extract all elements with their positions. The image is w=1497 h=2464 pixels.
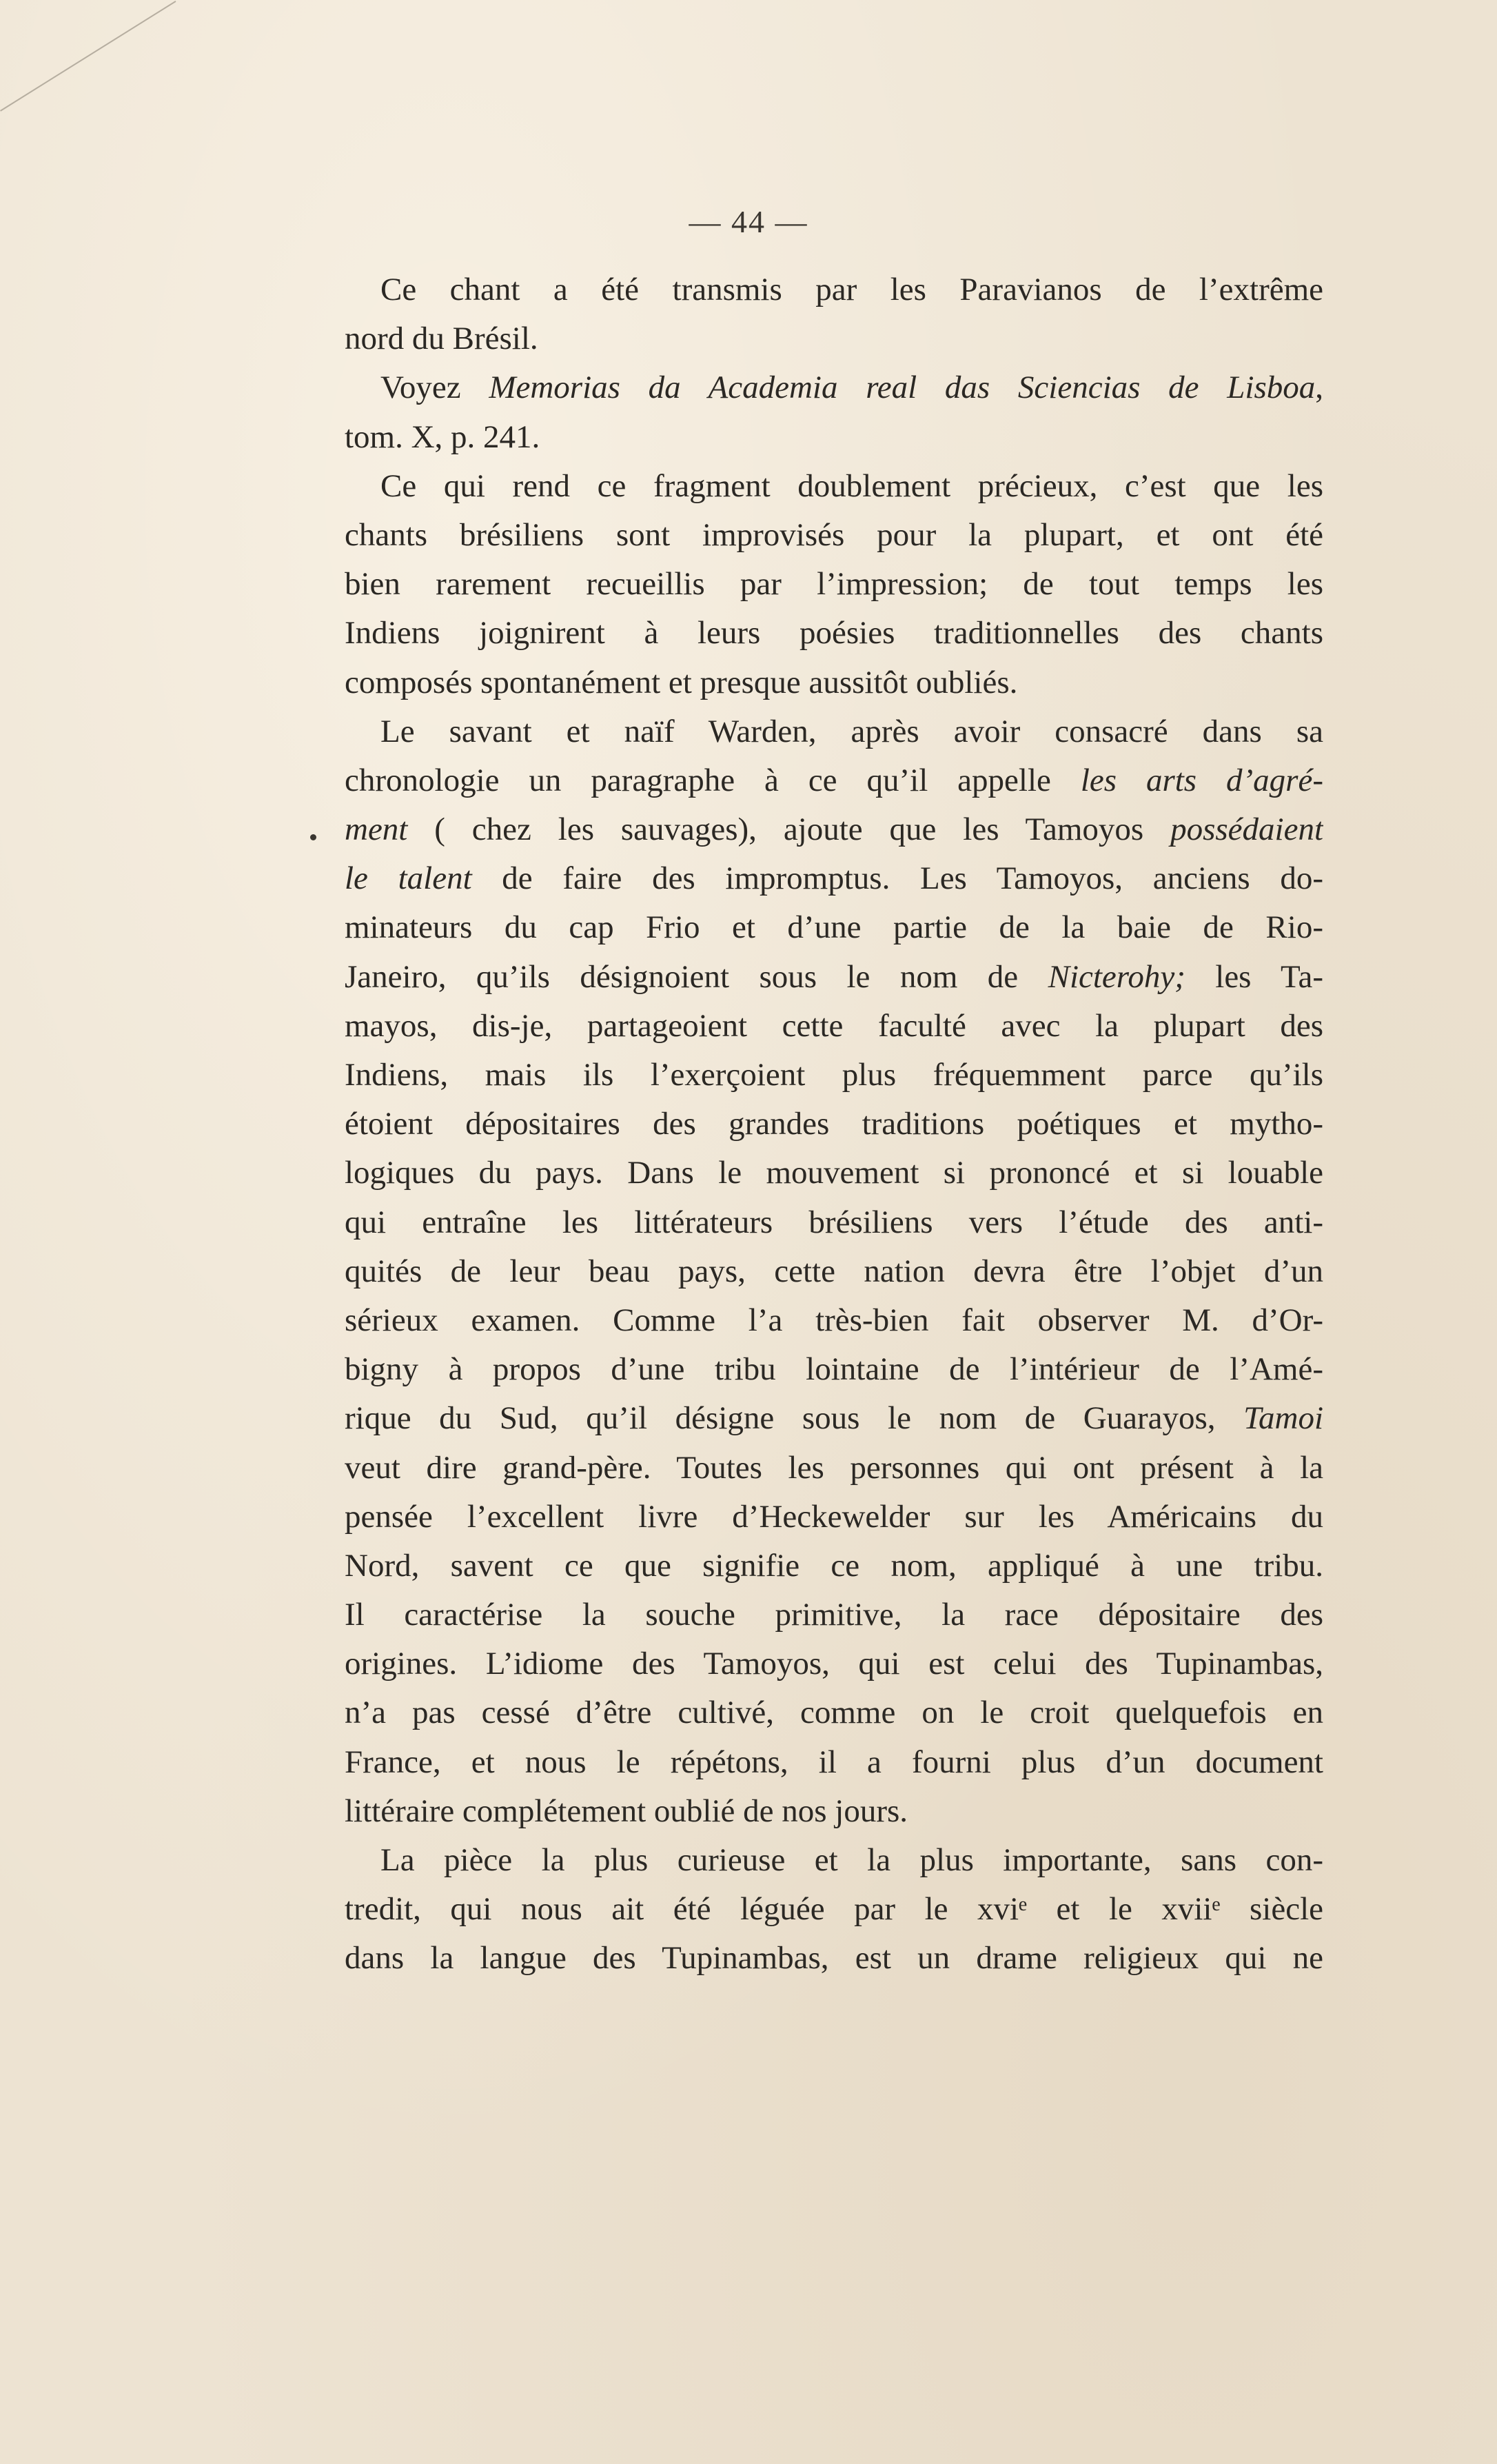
text-line — [345, 1296, 1323, 1345]
corner-crease-line — [0, 1, 176, 112]
text-line — [345, 1738, 1323, 1787]
text-line — [345, 314, 1323, 363]
text-line — [345, 1394, 1323, 1443]
text-segment: France, et nous le répétons, il a fourni plus d’un document — [345, 1744, 1323, 1780]
text-line — [345, 1051, 1323, 1100]
italic-text-segment: le talent — [345, 860, 472, 897]
text-segment: dans la langue des Tupinambas, est un drame religieux qui ne — [345, 1940, 1323, 1977]
text-segment: Le savant et naïf Warden, après avoir consacré dans sa — [380, 713, 1323, 749]
italic-text-segment: Memorias da Academia real das Sciencias de Lisboa — [489, 370, 1316, 406]
text-line — [345, 756, 1323, 805]
text-segment: , — [1315, 370, 1323, 406]
text-line — [345, 1002, 1323, 1051]
text-segment: tom. X, p. 241. — [345, 418, 540, 455]
text-segment: origines. L’idiome des Tamoyos, qui est celui des Tupinambas, — [345, 1646, 1323, 1682]
italic-text-segment: Nicterohy; — [1048, 958, 1185, 995]
text-segment: logiques du pays. Dans le mouvement si prononcé et si louable — [345, 1155, 1323, 1191]
text-segment: les Ta- — [1185, 958, 1323, 995]
text-line — [345, 1688, 1323, 1737]
text-line — [345, 462, 1323, 511]
text-segment: veut dire grand-père. Toutes les personnes qui ont présent à la — [345, 1449, 1323, 1486]
text-segment: bigny à propos d’une tribu lointaine de l’intérieur de l’Amé- — [345, 1351, 1323, 1388]
text-segment: minateurs du cap Frio et d’une partie de la baie de Rio- — [345, 909, 1323, 946]
margin-dot — [310, 834, 316, 840]
text-line — [345, 1198, 1323, 1247]
text-segment: tredit, qui nous ait été léguée par le xviᵉ et le xviiᵉ siècle — [345, 1891, 1323, 1928]
text-line — [345, 1100, 1323, 1149]
text-segment: quités de leur beau pays, cette nation devra être l’objet d’un — [345, 1253, 1323, 1289]
page-number: — 44 — — [689, 204, 808, 239]
text-line — [345, 854, 1323, 903]
text-segment: rique du Sud, qu’il désigne sous le nom de Guarayos, — [345, 1400, 1244, 1437]
text-segment: chants brésiliens sont improvisés pour la plupart, et ont été — [345, 516, 1323, 553]
text-segment: qui entraîne les littérateurs brésiliens vers l’étude des anti- — [345, 1204, 1323, 1240]
text-segment: La pièce la plus curieuse et la plus importante, sans con- — [380, 1842, 1323, 1878]
text-segment: Voyez — [380, 370, 489, 406]
text-segment: étoient dépositaires des grandes traditions poétiques et mytho- — [345, 1106, 1323, 1142]
text-segment: Ce qui rend ce fragment doublement précieux, c’est que les — [380, 467, 1323, 504]
text-line — [345, 1836, 1323, 1885]
text-segment: composés spontanément et presque aussitôt oubliés. — [345, 664, 1018, 700]
italic-text-segment: les arts d’agré- — [1080, 762, 1323, 798]
text-line — [345, 1247, 1323, 1296]
text-line — [345, 1639, 1323, 1688]
text-segment: Il caractérise la souche primitive, la race dépositaire des — [345, 1597, 1323, 1633]
text-line — [345, 1345, 1323, 1394]
text-line — [345, 511, 1323, 560]
text-line — [345, 413, 1323, 462]
text-line — [345, 903, 1323, 952]
text-segment: bien rarement recueillis par l’impression; de tout temps les — [345, 566, 1323, 603]
text-line — [345, 560, 1323, 609]
text-segment: pensée l’excellent livre d’Heckewelder sur les Américains du — [345, 1498, 1323, 1535]
text-segment: Nord, savent ce que signifie ce nom, appliqué à une tribu. — [345, 1547, 1323, 1584]
text-line — [345, 1542, 1323, 1591]
text-segment: n’a pas cessé d’être cultivé, comme on le croit quelquefois en — [345, 1695, 1323, 1731]
text-line — [345, 1493, 1323, 1542]
text-segment: chronologie un paragraphe à ce qu’il appelle — [345, 762, 1081, 798]
text-line — [345, 805, 1323, 854]
text-line — [345, 658, 1323, 707]
text-segment: nord du Brésil. — [345, 321, 538, 357]
text-line — [345, 363, 1323, 412]
text-line — [345, 265, 1323, 314]
text-segment: Janeiro, qu’ils désignoient sous le nom de — [345, 958, 1048, 995]
italic-text-segment: Tamoi — [1243, 1400, 1323, 1437]
text-line — [345, 1444, 1323, 1493]
text-segment: mayos, dis-je, partageoient cette faculté avec la plupart des — [345, 1007, 1323, 1044]
text-line — [345, 1934, 1323, 1983]
text-segment: Indiens joignirent à leurs poésies traditionnelles des chants — [345, 615, 1323, 652]
text-segment: littéraire complétement oublié de nos jours. — [345, 1793, 908, 1829]
text-segment: sérieux examen. Comme l’a très-bien fait observer M. d’Or- — [345, 1302, 1323, 1338]
text-line — [345, 707, 1323, 756]
text-line — [345, 1149, 1323, 1198]
text-segment: de faire des impromptus. Les Tamoyos, anciens do- — [471, 860, 1323, 897]
text-line — [345, 953, 1323, 1002]
text-line — [345, 609, 1323, 658]
text-segment: Indiens, mais ils l’exerçoient plus fréquemment parce qu’ils — [345, 1057, 1323, 1093]
text-line — [345, 1591, 1323, 1639]
text-segment: ( chez les sauvages), ajoute que les Tamoyos — [407, 811, 1171, 848]
text-line — [345, 1787, 1323, 1836]
body-text — [345, 265, 1323, 1983]
italic-text-segment: possédaient — [1170, 811, 1323, 848]
text-segment: Ce chant a été transmis par les Paravianos de l’extrême — [380, 272, 1323, 307]
text-line — [345, 1885, 1323, 1934]
italic-text-segment: ment — [345, 811, 408, 848]
